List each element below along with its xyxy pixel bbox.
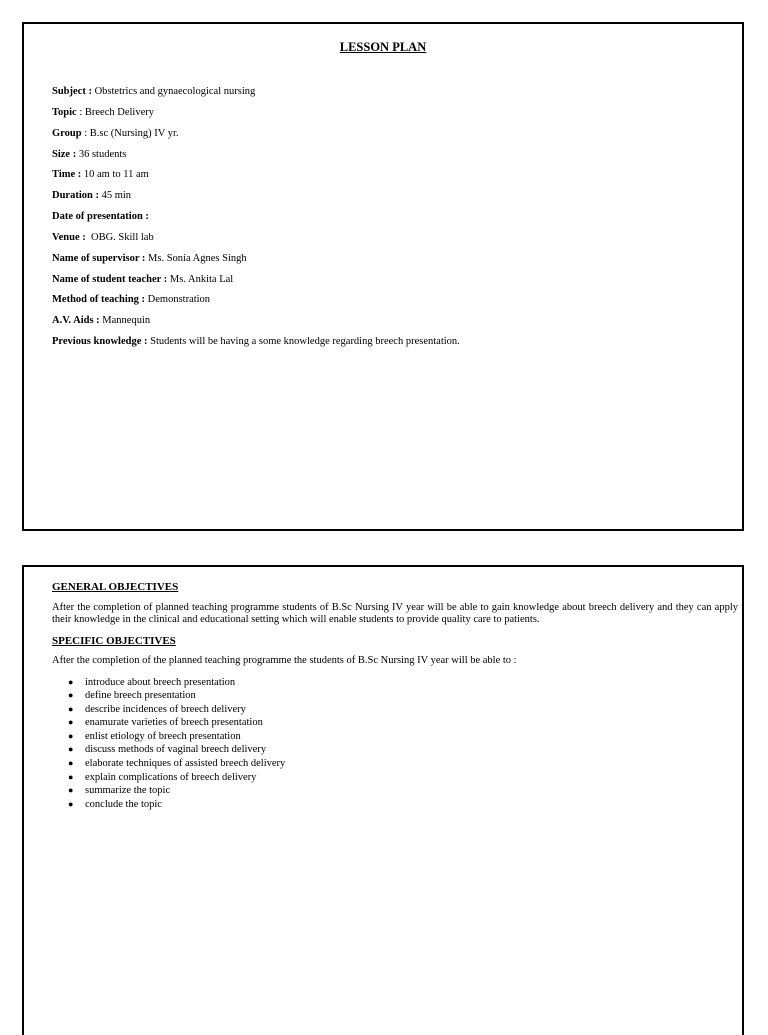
list-item: [68, 703, 738, 717]
field-value: 10 am to 11 am: [81, 169, 149, 181]
field-label: Name of student teacher :: [52, 273, 168, 285]
field-value: Mannequin: [99, 315, 151, 327]
field-value: : Breech Delivery: [76, 106, 154, 118]
field-label: Subject :: [52, 86, 92, 97]
field-value: Ms. Sonia Agnes Singh: [145, 252, 247, 264]
objectives-page: [22, 565, 744, 1035]
field-duration: [52, 190, 722, 211]
objective-text: elaborate techniques of assisted breech delivery: [85, 758, 286, 770]
list-item: [68, 798, 738, 812]
bullet-icon: ●: [68, 690, 74, 701]
field-label: Name of supervisor :: [52, 252, 146, 264]
bullet-icon: ●: [68, 744, 74, 755]
field-value: Students will be having a some knowledge regarding breech presentation.: [147, 336, 460, 348]
field-value: Ms. Ankita Lal: [167, 273, 234, 285]
list-item: [68, 743, 738, 757]
bullet-icon: ●: [68, 676, 74, 687]
field-value: Obstetrics and gynaecological nursing: [91, 86, 256, 97]
field-topic: [52, 107, 722, 128]
field-label: Size :: [52, 148, 77, 160]
field-method: [52, 294, 722, 315]
field-value: 36 students: [76, 148, 127, 160]
bullet-icon: ●: [68, 785, 74, 796]
objective-text: enlist etiology of breech presentation: [85, 730, 241, 742]
objective-text: introduce about breech presentation: [85, 676, 236, 688]
general-objectives-heading: GENERAL OBJECTIVES: [52, 581, 179, 593]
list-item: [68, 676, 738, 690]
field-label: Time :: [52, 169, 82, 181]
specific-objectives-heading: SPECIFIC OBJECTIVES: [52, 634, 176, 647]
field-supervisor: [52, 253, 722, 274]
objective-text: conclude the topic: [85, 798, 162, 810]
list-item: [68, 689, 738, 703]
bullet-icon: ●: [68, 798, 74, 809]
lesson-plan-page: [22, 22, 744, 531]
bullet-icon: ●: [68, 730, 74, 741]
lesson-details: [52, 86, 722, 357]
specific-objectives-intro: After the completion of the planned teaching programme the students of B.Sc Nursing IV year will be able to :: [52, 655, 517, 666]
objective-text: describe incidences of breech delivery: [85, 703, 246, 715]
bullet-icon: ●: [68, 758, 74, 769]
field-group: [52, 128, 722, 149]
field-label: Group: [52, 127, 82, 139]
objective-text: explain complications of breech delivery: [85, 771, 257, 783]
objectives-content: [52, 581, 738, 811]
objective-text: enamurate varieties of breech presentation: [85, 717, 263, 729]
list-item: [68, 757, 738, 771]
field-size: [52, 149, 722, 170]
field-student-teacher: [52, 274, 722, 295]
field-av-aids: [52, 315, 722, 336]
objective-text: define breech presentation: [85, 690, 196, 702]
field-value: : B.sc (Nursing) IV yr.: [81, 127, 179, 139]
specific-objectives-list: [52, 676, 738, 812]
bullet-icon: ●: [68, 771, 74, 782]
field-value: OBG. Skill lab: [85, 231, 154, 243]
field-date: [52, 211, 722, 232]
field-value: 45 min: [98, 190, 132, 202]
field-value: Demonstration: [145, 294, 211, 306]
list-item: [68, 730, 738, 744]
list-item: [68, 771, 738, 785]
field-label: Duration :: [52, 190, 99, 202]
field-venue: [52, 232, 722, 253]
list-item: [68, 716, 738, 730]
field-label: Previous knowledge :: [52, 336, 148, 348]
page-title: LESSON PLAN: [339, 40, 427, 54]
objective-text: discuss methods of vaginal breech delivery: [85, 744, 267, 756]
bullet-icon: ●: [68, 703, 74, 714]
bullet-icon: ●: [68, 717, 74, 728]
field-time: [52, 169, 722, 190]
field-label: Venue :: [52, 231, 86, 243]
objective-text: summarize the topic: [85, 785, 171, 797]
field-label: A.V. Aids :: [52, 315, 100, 327]
field-label: Date of presentation :: [52, 211, 149, 223]
field-subject: [52, 86, 722, 107]
list-item: [68, 784, 738, 798]
field-previous-knowledge: [52, 336, 722, 357]
general-objectives-text: After the completion of planned teaching programme students of B.Sc Nursing IV year will be able to gain knowledge about breech delivery and they can apply their knowledge in the clinical and educational setting which will enable students to provide quality care to patients.: [52, 601, 738, 625]
field-label: Topic: [52, 106, 77, 118]
field-label: Method of teaching :: [52, 294, 146, 306]
